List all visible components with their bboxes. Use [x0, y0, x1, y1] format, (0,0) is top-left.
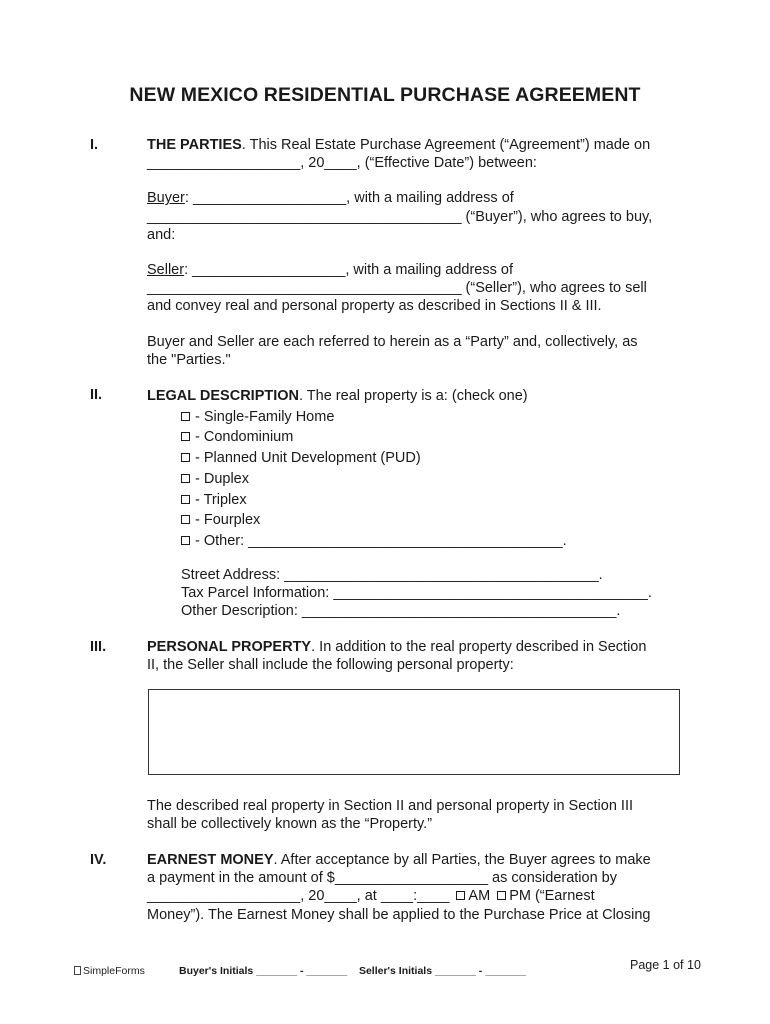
property-definition-line: shall be collectively known as the “Property.” — [147, 816, 433, 833]
section-body — [147, 638, 682, 674]
checkbox-icon[interactable] — [181, 453, 190, 462]
section-heading: PERSONAL PROPERTY — [147, 639, 312, 655]
seller-initials: Seller's Initials _______ - _______ — [358, 965, 527, 977]
option-other[interactable]: - Other: _______________________________________. — [147, 531, 682, 552]
checkbox-icon[interactable] — [181, 412, 190, 421]
option-triplex[interactable]: - Triplex — [147, 490, 682, 511]
checkbox-icon[interactable] — [181, 432, 190, 441]
seller-text: : ___________________, with a mailing address of — [184, 262, 513, 279]
buyer-and: and: — [147, 226, 176, 243]
section-body — [147, 851, 682, 924]
buyer-text: : ___________________, with a mailing address of — [184, 190, 514, 207]
address-block — [147, 566, 682, 621]
initials-line — [179, 965, 526, 977]
buyer-address-line: _______________________________________ (“Buyer”), who agrees to buy, — [147, 208, 653, 225]
section-text: . In addition to the real property described in Section — [311, 639, 647, 655]
option-duplex[interactable]: - Duplex — [147, 469, 682, 490]
document-title: NEW MEXICO RESIDENTIAL PURCHASE AGREEMENT — [129, 84, 641, 106]
checkbox-icon[interactable] — [181, 495, 190, 504]
option-single-family[interactable]: - Single-Family Home — [147, 407, 682, 428]
seller-label: Seller — [147, 262, 185, 279]
section-heading: LEGAL DESCRIPTION — [147, 388, 299, 404]
document-icon — [74, 966, 81, 975]
effective-date-line: ___________________, 20____, (“Effective Date”) between: — [147, 155, 537, 172]
earnest-money-line: Money”). The Earnest Money shall be applied to the Purchase Price at Closing — [147, 906, 651, 923]
seller-address-line: _______________________________________ (“Seller”), who agrees to sell — [147, 280, 647, 297]
section-body — [147, 386, 682, 552]
section-text: . This Real Estate Purchase Agreement (“Agreement”) made on — [241, 137, 651, 153]
other-description-line: Other Description: _______________________________________. — [181, 603, 621, 620]
property-definition — [147, 797, 682, 833]
section-text: . After acceptance by all Parties, the Buyer agrees to make — [273, 852, 651, 868]
buyer-initials: Buyer's Initials _______ - _______ — [179, 965, 348, 977]
buyer-label: Buyer — [147, 190, 185, 207]
page-number: Page 1 of 10 — [630, 958, 701, 972]
section-heading: EARNEST MONEY — [147, 852, 274, 868]
property-definition-line: The described real property in Section II and personal property in Section III — [147, 798, 634, 814]
option-fourplex[interactable]: - Fourplex — [147, 510, 682, 531]
checkbox-icon[interactable] — [181, 536, 190, 545]
parties-definition-line: the "Parties." — [147, 351, 231, 368]
payment-amount-line: a payment in the amount of $___________________ as consideration by — [147, 870, 617, 887]
checkbox-icon[interactable] — [181, 515, 190, 524]
am-checkbox-icon[interactable] — [456, 891, 465, 900]
option-condominium[interactable]: - Condominium — [147, 427, 682, 448]
option-pud[interactable]: - Planned Unit Development (PUD) — [147, 448, 682, 469]
party-definition-line: Buyer and Seller are each referred to herein as a “Party” and, collectively, as — [147, 333, 638, 350]
section-body — [147, 136, 682, 369]
section-text: . The real property is a: (check one) — [299, 388, 528, 404]
pm-checkbox-icon[interactable] — [497, 891, 506, 900]
section-numeral: IV. — [90, 852, 107, 868]
seller-convey-line: and convey real and personal property as described in Sections II & III. — [147, 298, 602, 315]
personal-property-field[interactable] — [148, 689, 680, 775]
tax-parcel-line: Tax Parcel Information: _______________________________________. — [181, 585, 652, 602]
section-heading: THE PARTIES — [147, 137, 242, 153]
checkbox-icon[interactable] — [181, 474, 190, 483]
payment-date-line: ___________________, 20____, at ____:____ AM PM (“Earnest — [147, 888, 595, 905]
section-numeral: III. — [90, 639, 107, 655]
section-numeral: I. — [90, 137, 99, 153]
section-text-line: II, the Seller shall include the following personal property: — [147, 657, 514, 674]
street-address-line: Street Address: _______________________________________. — [181, 567, 603, 583]
brand-logo — [74, 965, 145, 977]
section-numeral: II. — [90, 387, 103, 403]
brand-name: SimpleForms — [83, 965, 145, 977]
